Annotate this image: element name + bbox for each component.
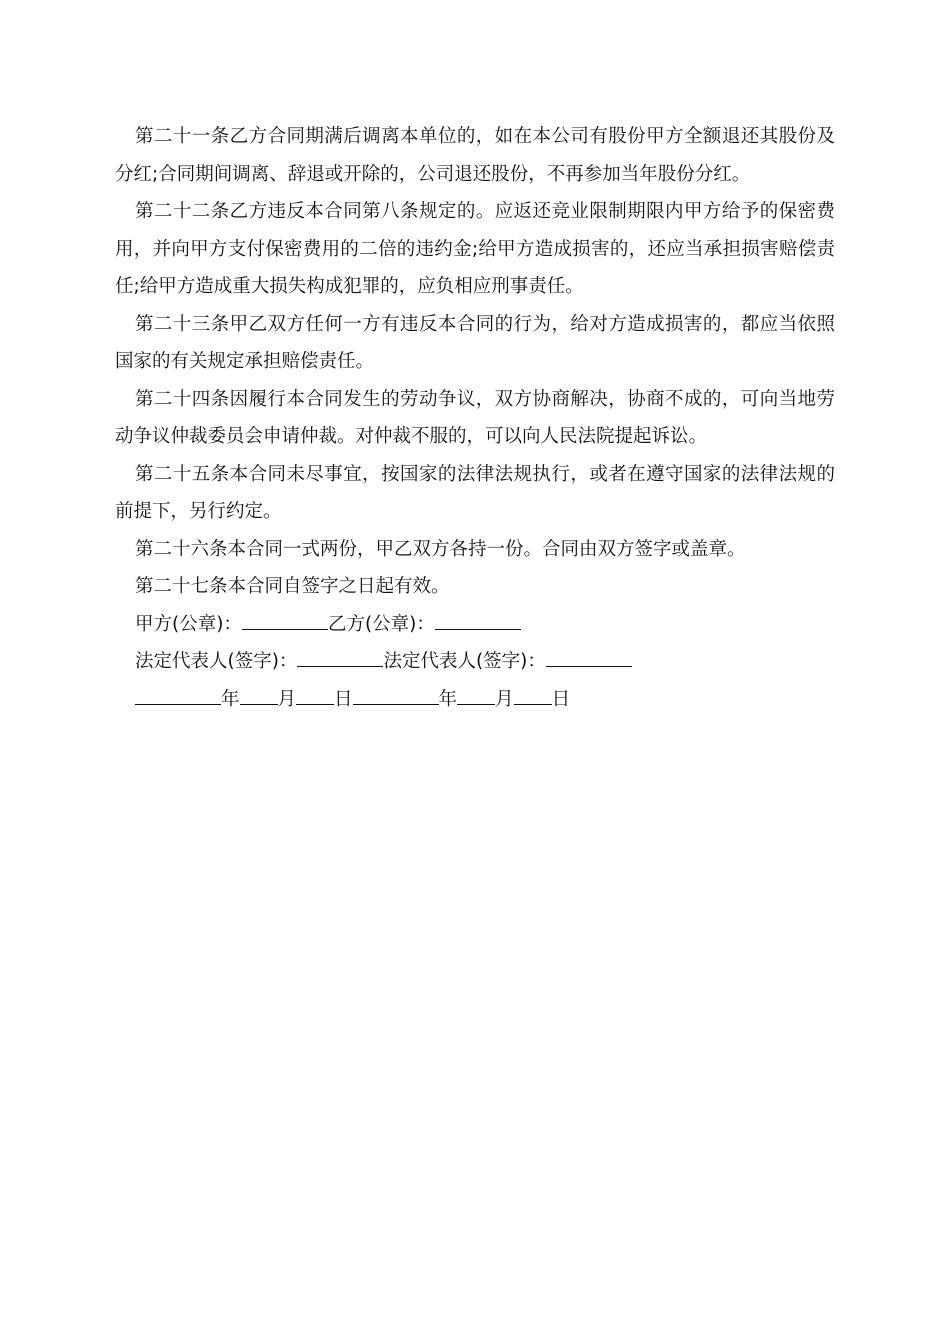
seal-line [115,606,835,644]
article-21: 第二十一条乙方合同期满后调离本单位的，如在本公司有股份甲方全额退还其股份及分红;合同期间调离、辞退或开除的，公司退还股份，不再参加当年股份分红。 [115,126,835,185]
day-a-label: 日 [334,688,353,710]
day-b-label: 日 [551,688,571,710]
article-23: 第二十三条甲乙双方任何一方有违反本合同的行为，给对方造成损害的，都应当依照国家的有关规定承担赔偿责任。 [115,313,835,372]
date-line [115,681,835,719]
article-24: 第二十四条因履行本合同发生的劳动争议，双方协商解决，协商不成的，可向当地劳动争议仲裁委员会申请仲裁。对仲裁不服的，可以向人民法院提起诉讼。 [115,388,835,447]
party-a-seal-blank[interactable] [242,609,328,630]
month-b-label: 月 [495,688,514,710]
year-a-blank[interactable] [135,684,221,705]
party-a-seal-label: 甲方(公章)： [135,613,242,635]
day-a-blank[interactable] [296,684,334,705]
article-27: 第二十七条本合同自签字之日起有效。 [135,576,450,597]
party-b-seal-blank[interactable] [435,609,521,630]
rep-b-blank[interactable] [546,646,632,667]
rep-a-blank[interactable] [297,646,383,667]
year-b-blank[interactable] [353,684,439,705]
article-25: 第二十五条本合同未尽事宜，按国家的法律法规执行，或者在遵守国家的法律法规的前提下，另行约定。 [115,463,835,522]
article-26: 第二十六条本合同一式两份，甲乙双方各持一份。合同由双方签字或盖章。 [135,538,746,560]
year-a-label: 年 [221,688,240,710]
rep-b-label: 法定代表人(签字)： [383,651,546,672]
month-a-blank[interactable] [240,684,278,705]
month-b-blank[interactable] [457,684,495,705]
month-a-label: 月 [277,688,297,710]
article-22: 第二十二条乙方违反本合同第八条规定的。应返还竞业限制期限内甲方给予的保密费用，并向甲方支付保密费用的二倍的违约金;给甲方造成损害的，还应当承担损害赔偿责任;给甲方造成重大损失构成犯罪的，应负相应刑事责任。 [115,201,835,297]
representative-line [115,643,835,681]
year-b-label: 年 [438,688,458,710]
rep-a-label: 法定代表人(签字)： [135,651,298,672]
document-page [115,118,835,718]
day-b-blank[interactable] [514,684,552,705]
party-b-seal-label: 乙方(公章)： [327,613,435,635]
